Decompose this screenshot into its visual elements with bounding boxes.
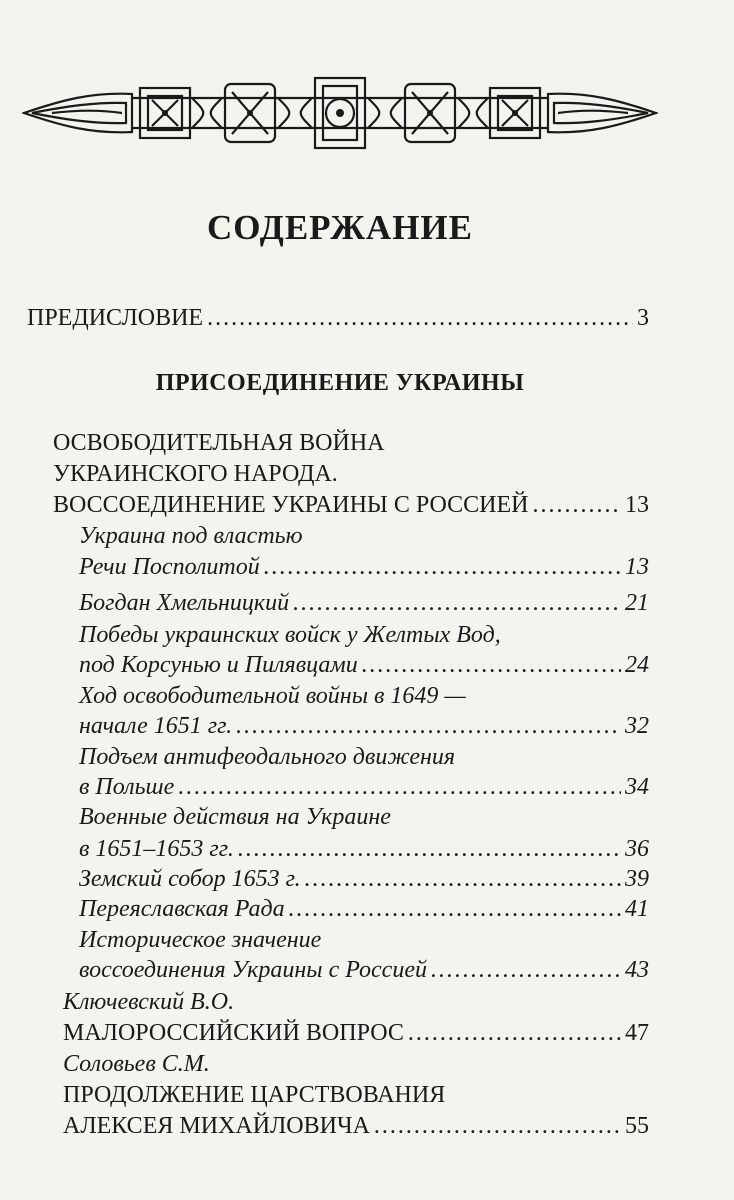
- toc-page-number: 55: [625, 1113, 649, 1139]
- toc-leader-dots: [305, 864, 621, 894]
- toc-subentry: [79, 864, 649, 894]
- toc-leader-dots: [207, 303, 633, 333]
- chapter-title-line: ОСВОБОДИТЕЛЬНАЯ ВОЙНА: [53, 430, 385, 456]
- toc-subentry: [79, 834, 649, 864]
- toc-entry-preface: [27, 303, 649, 333]
- toc-subentry-line: Подъем антифеодального движения: [79, 744, 456, 770]
- toc-page-number: 34: [625, 774, 649, 800]
- toc-page-number: 21: [625, 590, 649, 616]
- toc-leader-dots: [289, 894, 621, 924]
- toc-entry-label: под Корсунью и Пилявцами: [79, 652, 358, 678]
- toc-subentry-line: Ход освободительной войны в 1649 —: [79, 683, 466, 709]
- toc-page-number: 47: [625, 1020, 649, 1046]
- toc-leader-dots: [178, 772, 621, 802]
- toc-leader-dots: [238, 834, 621, 864]
- toc-page-number: 41: [625, 896, 649, 922]
- toc-leader-dots: [264, 552, 621, 582]
- toc-subentry: [79, 955, 649, 985]
- toc-page-number: 13: [625, 492, 649, 518]
- page-title: СОДЕРЖАНИЕ: [206, 208, 473, 247]
- toc-leader-dots: [431, 955, 621, 985]
- author-name: Соловьев С.М.: [63, 1051, 210, 1077]
- toc-subentry: [79, 894, 649, 924]
- toc-subentry: [79, 772, 649, 802]
- toc-page-number: 13: [625, 554, 649, 580]
- toc-entry-label: воссоединения Украины с Россией: [79, 957, 427, 983]
- toc-leader-dots: [293, 588, 621, 618]
- toc-page-number: 43: [625, 957, 649, 983]
- author-name: Ключевский В.О.: [63, 989, 235, 1015]
- toc-entry-label: Земский собор 1653 г.: [79, 866, 301, 892]
- toc-entry-label: начале 1651 гг.: [79, 713, 233, 739]
- toc-subentry-line: Военные действия на Украине: [79, 804, 391, 830]
- work-title-line: ПРОДОЛЖЕНИЕ ЦАРСТВОВАНИЯ: [63, 1082, 446, 1108]
- toc-entry-label: в 1651–1653 гг.: [79, 836, 234, 862]
- toc-entry-label: ПРЕДИСЛОВИЕ: [27, 305, 204, 331]
- toc-subentry-line: Победы украинских войск у Желтых Вод,: [79, 622, 501, 648]
- toc-subentry: [79, 552, 649, 582]
- toc-entry-label: МАЛОРОССИЙСКИЙ ВОПРОС: [63, 1020, 404, 1046]
- toc-subentry: [79, 711, 649, 741]
- toc-page-number: 32: [625, 713, 649, 739]
- toc-subentry-line: Историческое значение: [79, 927, 322, 953]
- toc-page-number: 36: [625, 836, 649, 862]
- toc-leader-dots: [236, 711, 621, 741]
- toc-leader-dots: [362, 650, 621, 680]
- toc-entry-chapter: [53, 490, 649, 520]
- toc-entry-work: [63, 1018, 649, 1048]
- toc-page-number: 3: [637, 305, 649, 331]
- toc-entry-work: [63, 1111, 649, 1141]
- toc-leader-dots: [532, 490, 621, 520]
- toc-subentry: [79, 650, 649, 680]
- toc-entry-label: Богдан Хмельницкий: [79, 590, 290, 616]
- celtic-knot-ornament-icon: [22, 70, 658, 156]
- toc-entry-label: Переяславская Рада: [79, 896, 285, 922]
- toc-page-number: 24: [625, 652, 649, 678]
- toc-page-number: 39: [625, 866, 649, 892]
- toc-entry-label: АЛЕКСЕЯ МИХАЙЛОВИЧА: [63, 1113, 370, 1139]
- toc-subentry-line: Украина под властью: [79, 523, 303, 549]
- toc-entry-label: ВОССОЕДИНЕНИЕ УКРАИНЫ С РОССИЕЙ: [53, 492, 529, 518]
- toc-leader-dots: [374, 1111, 621, 1141]
- chapter-title-line: УКРАИНСКОГО НАРОДА.: [53, 461, 338, 487]
- toc-leader-dots: [408, 1018, 621, 1048]
- toc-subentry: [79, 588, 649, 618]
- section-heading: ПРИСОЕДИНЕНИЕ УКРАИНЫ: [155, 370, 525, 396]
- toc-entry-label: Речи Посполитой: [79, 554, 260, 580]
- toc-entry-label: в Польше: [79, 774, 175, 800]
